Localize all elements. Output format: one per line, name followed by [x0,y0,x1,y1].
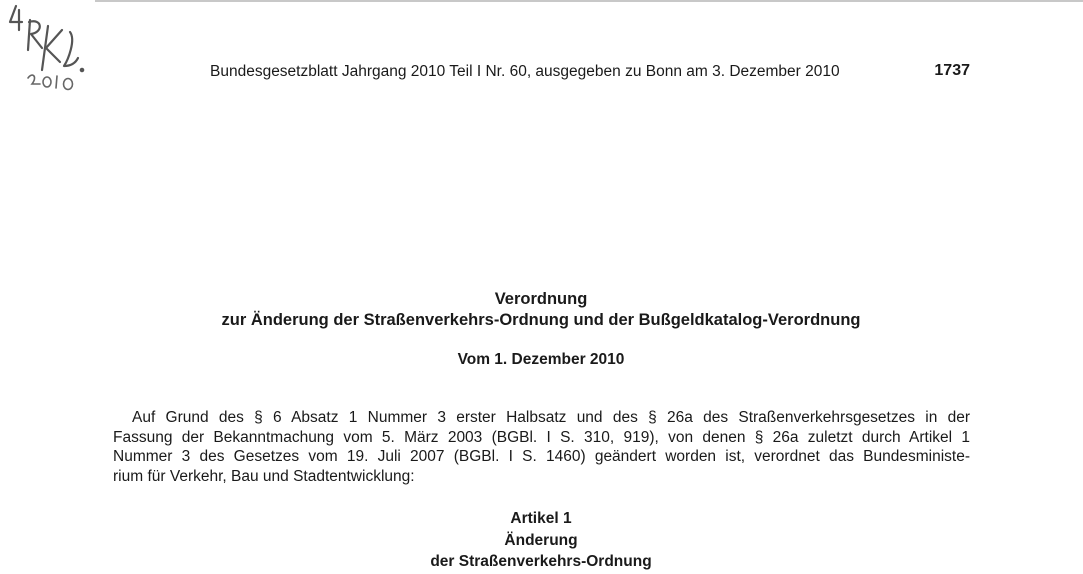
article-heading-line-2: der Straßenverkehrs-Ordnung [430,553,652,570]
date-line: Vom 1. Dezember 2010 [457,351,625,368]
article-number: Artikel 1 [510,510,572,527]
preamble-paragraph [113,408,970,486]
preamble-line: Fassung der Bekanntmachung vom 5. März 2003 (BGBl. I S. 310, 919), von denen § 26a zuletzt durch Artikel 1 [113,428,970,446]
handwritten-annotation [2,0,92,100]
preamble-line: Nummer 3 des Gesetzes vom 19. Juli 2007 (BGBl. I S. 1460) geändert worden ist, verordnet das Bundesministe- [113,448,970,465]
running-head-text: Bundesgesetzblatt Jahrgang 2010 Teil I Nr. 60, ausgegeben zu Bonn am 3. Dezember 2010 [210,63,840,80]
page-number: 1737 [934,62,970,79]
preamble-line: Auf Grund des § 6 Absatz 1 Nummer 3 erster Halbsatz und des § 26a des Straßenverkehrsgesetzes in der [132,409,970,426]
preamble-line: rium für Verkehr, Bau und Stadtentwicklung: [113,467,415,485]
article-heading-line-1: Änderung [504,532,578,549]
title-line-2: zur Änderung der Straßenverkehrs-Ordnung und der Bußgeldkatalog-Verordnung [221,311,861,329]
top-rule [95,0,1083,2]
title-line-1: Verordnung [494,290,588,308]
article-heading [330,508,752,572]
document-title [130,289,952,331]
